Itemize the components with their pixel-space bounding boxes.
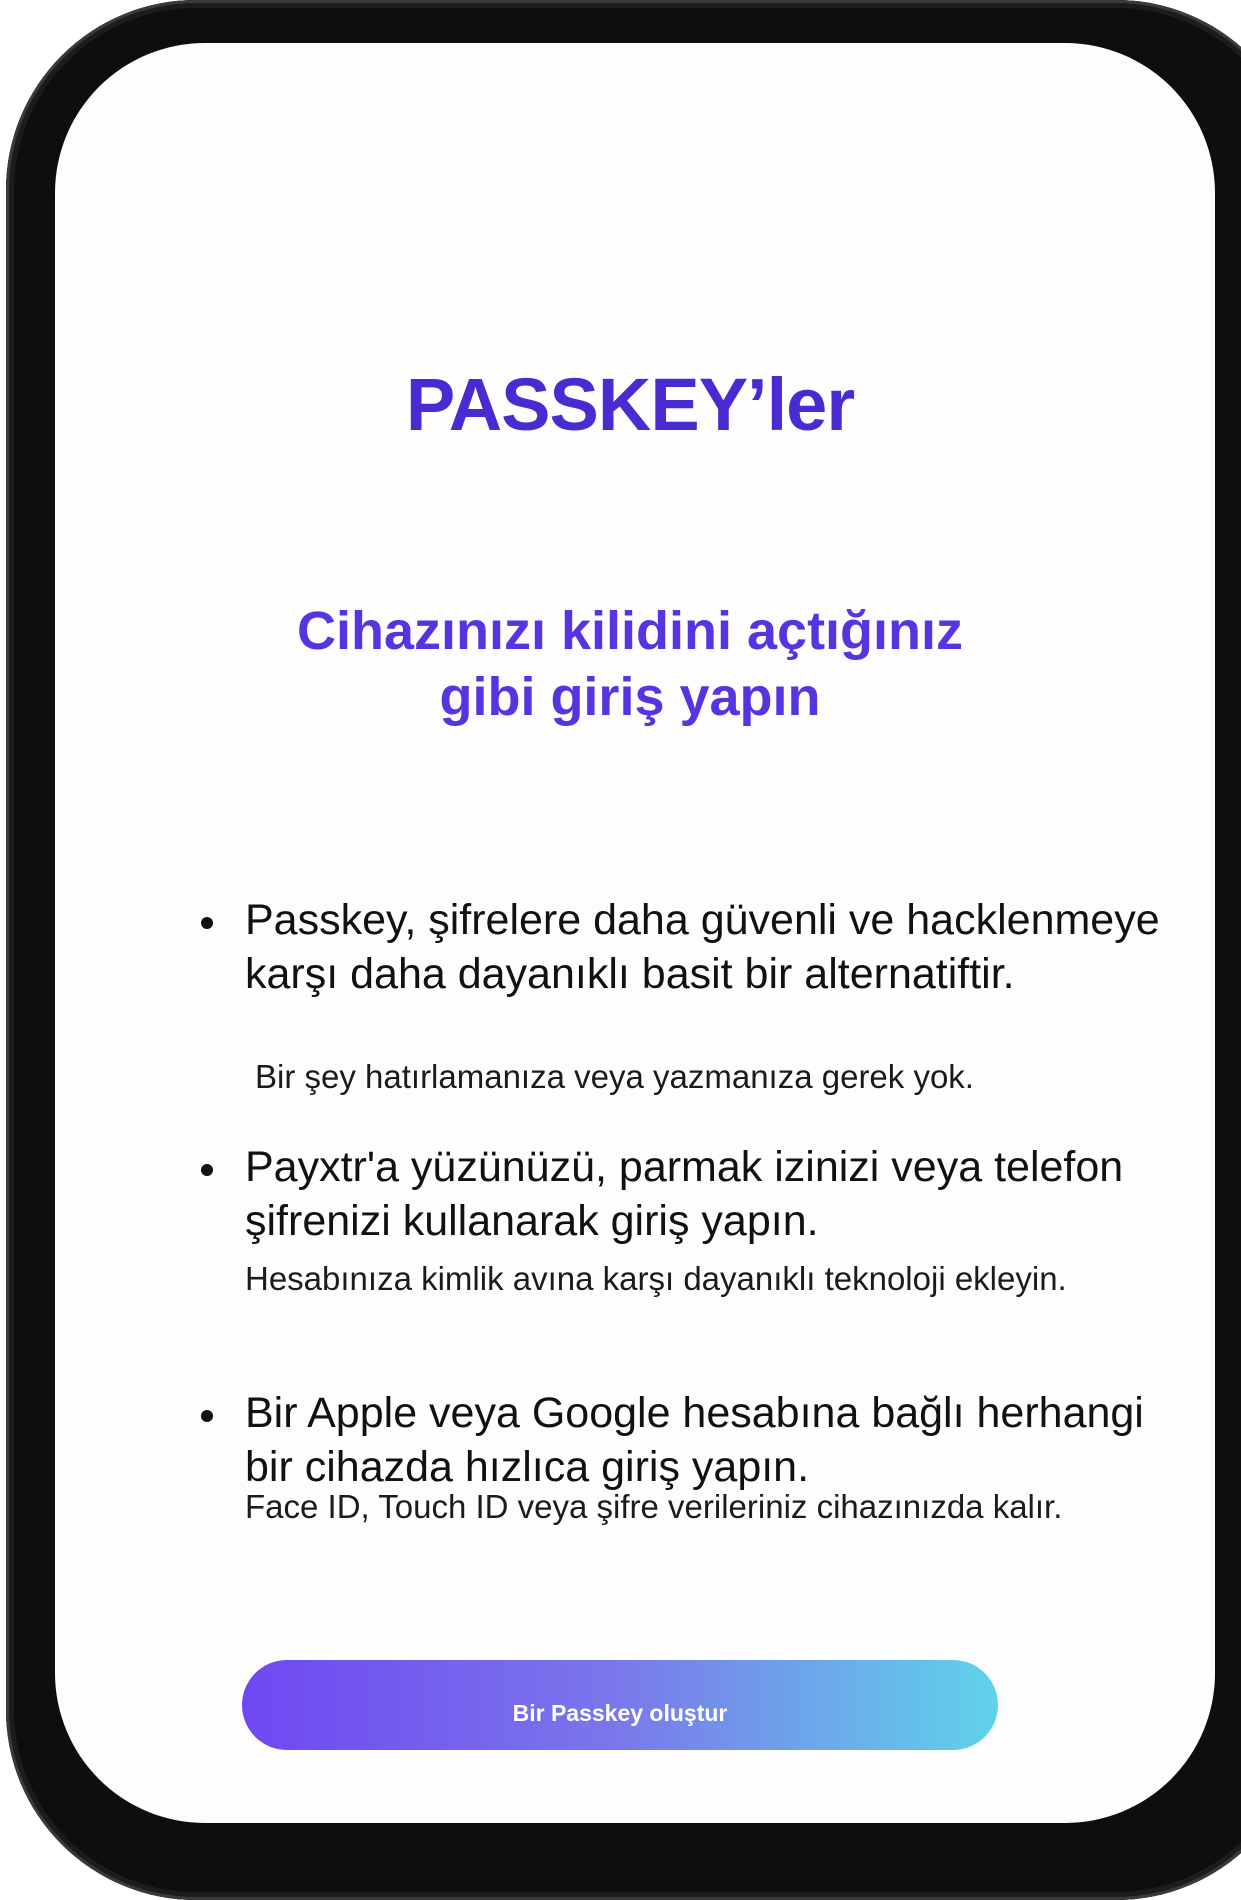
- feature-title: Passkey, şifrelere daha güvenli ve hacklenmeye karşı daha dayanıklı basit bir alternatiftir.: [245, 896, 1160, 998]
- page-title: PASSKEY’ler: [405, 363, 855, 446]
- subtitle-line-2: gibi giriş yapın: [439, 667, 821, 727]
- feature-description: Bir şey hatırlamanıza veya yazmanıza gerek yok.: [255, 1058, 974, 1095]
- feature-title: Bir Apple veya Google hesabına bağlı herhangi bir cihazda hızlıca giriş yapın.: [245, 1389, 1144, 1491]
- feature-title: Payxtr'a yüzünüzü, parmak izinizi veya telefon şifrenizi kullanarak giriş yapın.: [245, 1143, 1124, 1245]
- subtitle-line-1: Cihazınızı kilidini açtığınız: [296, 601, 964, 661]
- bullet-icon: [201, 917, 213, 929]
- bullet-icon: [201, 1164, 213, 1176]
- phone-frame: [6, 0, 1241, 1900]
- feature-description: Face ID, Touch ID veya şifre verileriniz cihazınızda kalır.: [245, 1488, 1063, 1525]
- screen: [55, 43, 1215, 1823]
- create-passkey-button[interactable]: Bir Passkey oluştur: [242, 1660, 998, 1750]
- page-subtitle: [55, 598, 1205, 730]
- bullet-icon: [201, 1410, 213, 1422]
- feature-description: Hesabınıza kimlik avına karşı dayanıklı teknoloji ekleyin.: [245, 1260, 1067, 1297]
